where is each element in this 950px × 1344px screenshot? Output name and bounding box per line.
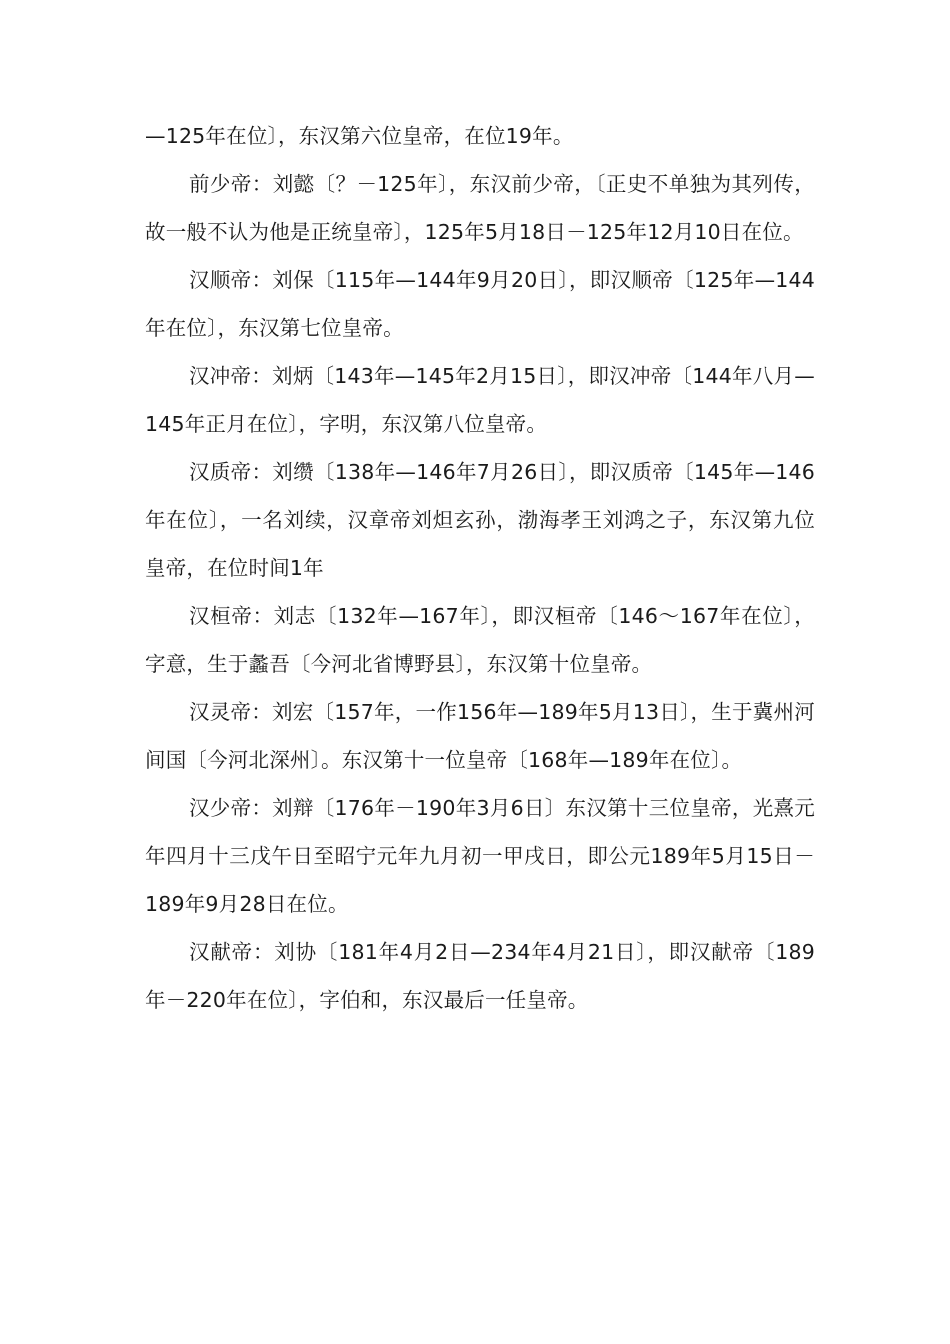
paragraph-continuation: —125年在位〕，东汉第六位皇帝，在位19年。 [145, 124, 574, 148]
paragraph-han-huandi: 汉桓帝：刘志〔132年—167年〕，即汉桓帝〔146～167年在位〕，字意，生于蠡吾〔今河北省博野县〕，东汉第十位皇帝。 [145, 604, 815, 676]
paragraph-han-xiandi: 汉献帝：刘协〔181年4月2日—234年4月21日〕，即汉献帝〔189年－220年在位〕，字伯和，东汉最后一任皇帝。 [145, 940, 815, 1012]
paragraph-qian-shaodi: 前少帝：刘懿〔？－125年〕，东汉前少帝，〔正史不单独为其列传，故一般不认为他是正统皇帝〕，125年5月18日－125年12月10日在位。 [145, 172, 815, 244]
paragraph-han-shundi: 汉顺帝：刘保〔115年—144年9月20日〕，即汉顺帝〔125年—144年在位〕，东汉第七位皇帝。 [145, 268, 815, 340]
paragraph-han-chongdi: 汉冲帝：刘炳〔143年—145年2月15日〕，即汉冲帝〔144年八月—145年正月在位〕，字明，东汉第八位皇帝。 [145, 364, 815, 436]
paragraph-han-lingdi: 汉灵帝：刘宏〔157年，一作156年—189年5月13日〕，生于冀州河间国〔今河北深州〕。东汉第十一位皇帝〔168年—189年在位〕。 [145, 700, 815, 772]
paragraph-han-shaodi: 汉少帝：刘辩〔176年－190年3月6日〕东汉第十三位皇帝，光熹元年四月十三戊午日至昭宁元年九月初一甲戌日，即公元189年5月15日－189年9月28日在位。 [145, 796, 815, 916]
paragraph-han-zhidi: 汉质帝：刘缵〔138年—146年7月26日〕，即汉质帝〔145年—146年在位〕，一名刘续，汉章帝刘炟玄孙，渤海孝王刘鸿之子，东汉第九位皇帝，在位时间1年 [145, 460, 815, 580]
document-body [145, 112, 815, 1024]
